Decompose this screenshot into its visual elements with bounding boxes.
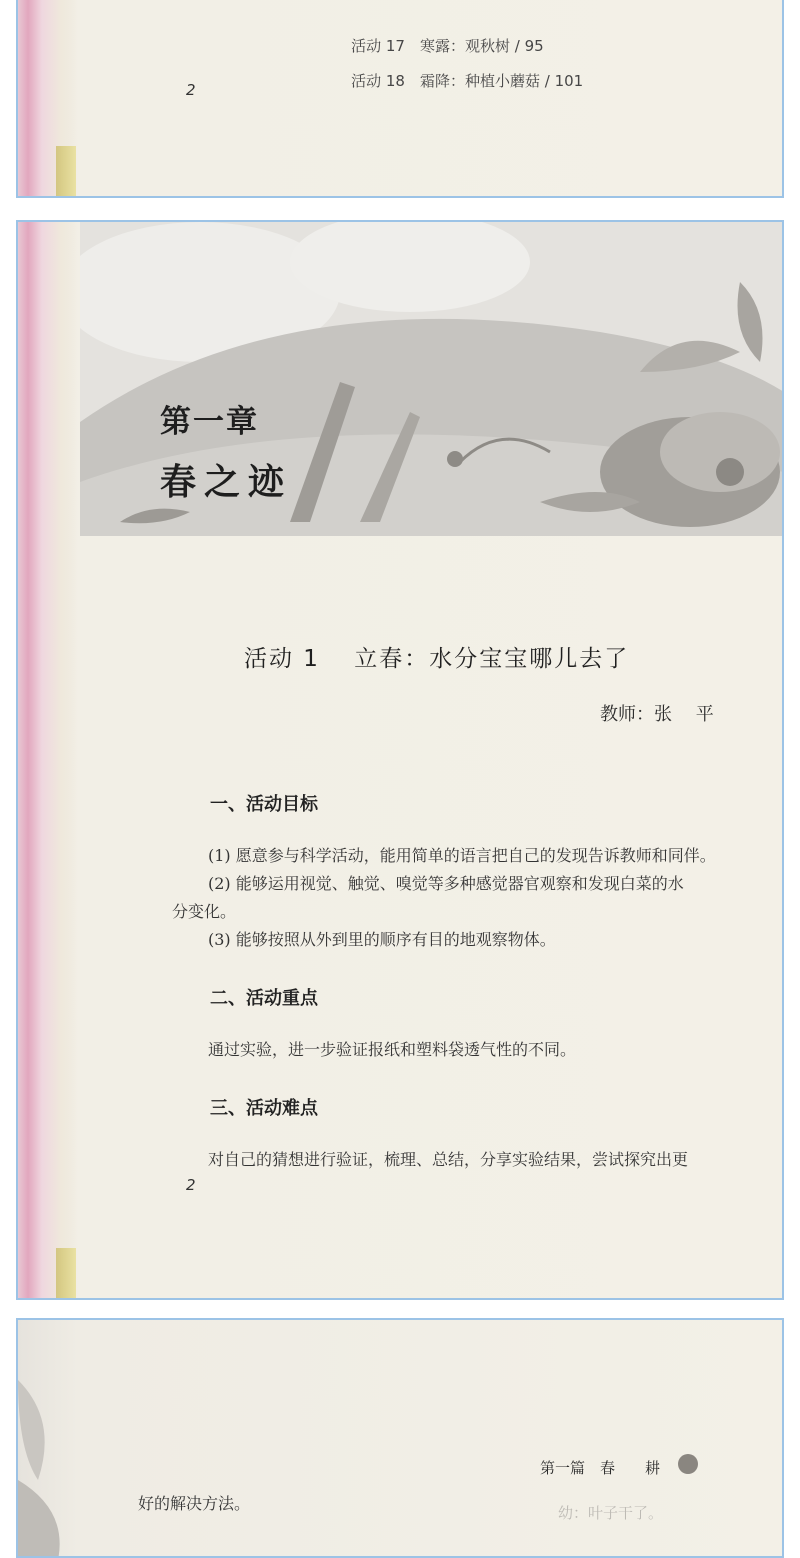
toc-entry-page: / 95 [514, 37, 544, 55]
margin-illustration [18, 1360, 108, 1558]
leaf-icon [678, 1454, 698, 1474]
page-number: 2 [186, 1176, 196, 1194]
paper-background [18, 1320, 782, 1556]
chapter-page-panel [16, 220, 784, 1300]
section-heading-focus: 二、活动重点 [210, 988, 318, 1009]
section-heading-goals: 一、活动目标 [210, 794, 318, 815]
toc-entry-page: / 101 [544, 72, 584, 90]
running-header: 第一篇 春 耕 [540, 1459, 661, 1477]
chapter-title: 春之迹 [160, 462, 293, 503]
chapter-label: 第一章 [160, 404, 259, 440]
book-spine [18, 0, 78, 196]
next-page-panel [16, 1318, 784, 1558]
goal-paragraph-2: (2) 能够运用视觉、触觉、嗅觉等多种感觉器官观察和发现白菜的水 [208, 874, 684, 893]
continuation-paragraph: 好的解决方法。 [138, 1494, 251, 1513]
difficulty-paragraph: 对自己的猜想进行验证，梳理、总结，分享实验结果，尝试探究出更 [208, 1150, 689, 1169]
toc-entry-18 [332, 52, 583, 109]
bookmark-ribbon [56, 146, 76, 196]
activity-title: 活动 1 立春：水分宝宝哪儿去了 [244, 646, 630, 672]
toc-page-panel [16, 0, 784, 198]
book-spine [18, 222, 78, 1298]
bleed-through-text: 幼：叶子干了。 [558, 1504, 664, 1522]
toc-entry-title: 霜降：种植小蘑菇 [419, 72, 540, 90]
toc-entry-title: 寒露：观秋树 [419, 37, 510, 55]
goal-paragraph-3: (3) 能够按照从外到里的顺序有目的地观察物体。 [208, 930, 556, 949]
page-number: 2 [186, 81, 196, 99]
focus-paragraph: 通过实验，进一步验证报纸和塑料袋透气性的不同。 [208, 1040, 577, 1059]
goal-paragraph-1: (1) 愿意参与科学活动，能用简单的语言把自己的发现告诉教师和同伴。 [208, 846, 716, 865]
bookmark-ribbon [56, 1248, 76, 1298]
section-heading-difficulty: 三、活动难点 [210, 1098, 318, 1119]
toc-entry-label: 活动 18 [351, 72, 405, 90]
goal-paragraph-2-cont: 分变化。 [172, 902, 237, 921]
toc-entry-label: 活动 17 [351, 37, 405, 55]
activity-teacher: 教师：张 平 [600, 704, 714, 725]
